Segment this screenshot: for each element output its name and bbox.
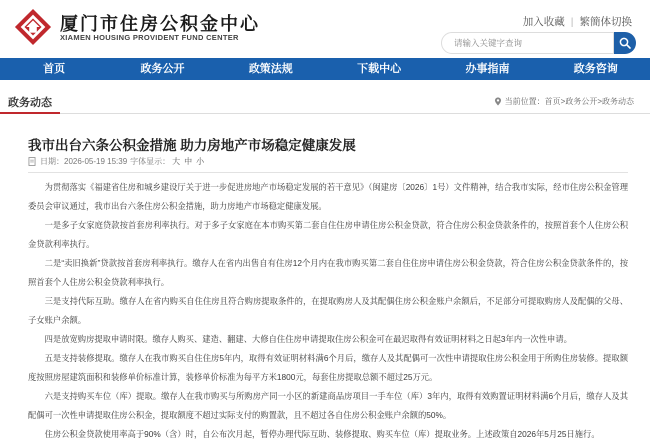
house-diamond-logo[interactable] [14, 8, 52, 46]
search-box [441, 32, 636, 54]
main-nav [0, 58, 650, 80]
document-icon [28, 157, 36, 166]
paragraph-measure-2: 二是“卖旧换新”贷款按首套房利率执行。缴存人在省内出售自有住房12个月内在我市购买第二套自住住房申请住房公积金贷款，符合住房公积金贷款条件的，按照首套个人住房公积金贷款利率执行。 [28, 258, 628, 287]
paragraph-measure-1: 一是多子女家庭贷款按首套房利率执行。对于多子女家庭在本市购买第二套自住住房申请住房公积金贷款，符合住房公积金贷款条件的，按照首套个人住房公积金贷款利率执行。 [28, 220, 628, 249]
nav-item-policies[interactable]: 政策法规 [248, 63, 293, 75]
title-divider [28, 172, 628, 173]
article [0, 114, 650, 445]
search-button[interactable] [614, 32, 636, 54]
nav-item-gov-affairs[interactable]: 政务公开 [140, 63, 185, 75]
nav-item-downloads[interactable]: 下载中心 [357, 63, 402, 75]
traditional-simplified-toggle[interactable]: 繁簡体切换 [579, 16, 632, 28]
font-size-large[interactable]: 大 [172, 157, 181, 166]
breadcrumb [494, 96, 636, 107]
nav-item-consultation[interactable]: 政务咨询 [573, 63, 618, 75]
paragraph-closing: 住房公积金贷款使用率高于90%（含）时，自公布次月起，暂停办理代际互助、装修提取、购买车位（库）提取业务。上述政策自2026年5月25日施行。 [44, 429, 600, 439]
brand-name-cn: 厦门市住房公积金中心 [60, 14, 260, 34]
link-separator: | [570, 16, 574, 28]
location-pin-icon [494, 97, 502, 106]
article-date: 日期：2026-05-19 15:39 [40, 157, 128, 166]
paragraph-intro: 为贯彻落实《福建省住房和城乡建设厅关于进一步促进房地产市场稳定发展的若干意见》（闽建房〔2026〕1号）文件精神，结合我市实际，经市住房公积金管理委员会审议通过，我市出台六条住房公积金措施，助力房地产市场稳定健康发展。 [28, 182, 628, 211]
breadcrumb-bar [0, 88, 650, 114]
font-size-label: 字体显示： [130, 157, 171, 166]
breadcrumb-trail[interactable]: 当前位置：首页>政务公开>政务动态 [504, 97, 634, 106]
search-icon [619, 37, 631, 49]
nav-item-home[interactable]: 首页 [43, 63, 66, 75]
top-links [523, 14, 632, 29]
article-body [28, 178, 628, 444]
add-favorite-link[interactable]: 加入收藏 [522, 16, 565, 28]
paragraph-measure-4: 四是放宽购房提取申请时限。缴存人购买、建造、翻建、大修自住住房申请提取住房公积金可在最迟取得有效证明材料之日起3年内一次性申请。 [44, 334, 572, 344]
nav-item-service-guide[interactable]: 办事指南 [465, 63, 510, 75]
font-size-small[interactable]: 小 [196, 157, 205, 166]
font-size-medium[interactable]: 中 [184, 157, 193, 166]
article-title: 我市出台六条公积金措施 助力房地产市场稳定健康发展 [28, 138, 356, 153]
paragraph-measure-3: 三是支持代际互助。缴存人在省内购买自住住房且符合购房提取条件的，在提取购房人及其配偶住房公积金账户余额后，不足部分可提取购房人及配偶的父母、子女账户余额。 [28, 296, 628, 325]
article-meta [28, 156, 204, 167]
brand-name-en: XIAMEN HOUSING PROVIDENT FUND CENTER [60, 33, 239, 42]
paragraph-measure-5: 五是支持装修提取。缴存人在我市购买自住住房5年内，取得有效证明材料满6个月后，缴存人及其配偶可一次性申请提取住房公积金用于所购住房装修。提取额度按照房屋建筑面积和装修单价标准计算，装修单价标准为每平方米1800元，每套住房提取总额不超过25万元。 [28, 353, 628, 382]
paragraph-measure-6: 六是支持购买车位（库）提取。缴存人在我市购买与所购房产同一小区的新建商品房项目一手车位（库）3年内，取得有效购置证明材料满6个月后，缴存人及其配偶可一次性申请提取住房公积金，提取额度不超过实际支付的购置款，且不超过各自住房公积金账户余额的50%。 [28, 391, 628, 420]
search-input[interactable] [441, 32, 614, 54]
site-header [0, 0, 650, 58]
section-title: 政务动态 [8, 97, 52, 109]
